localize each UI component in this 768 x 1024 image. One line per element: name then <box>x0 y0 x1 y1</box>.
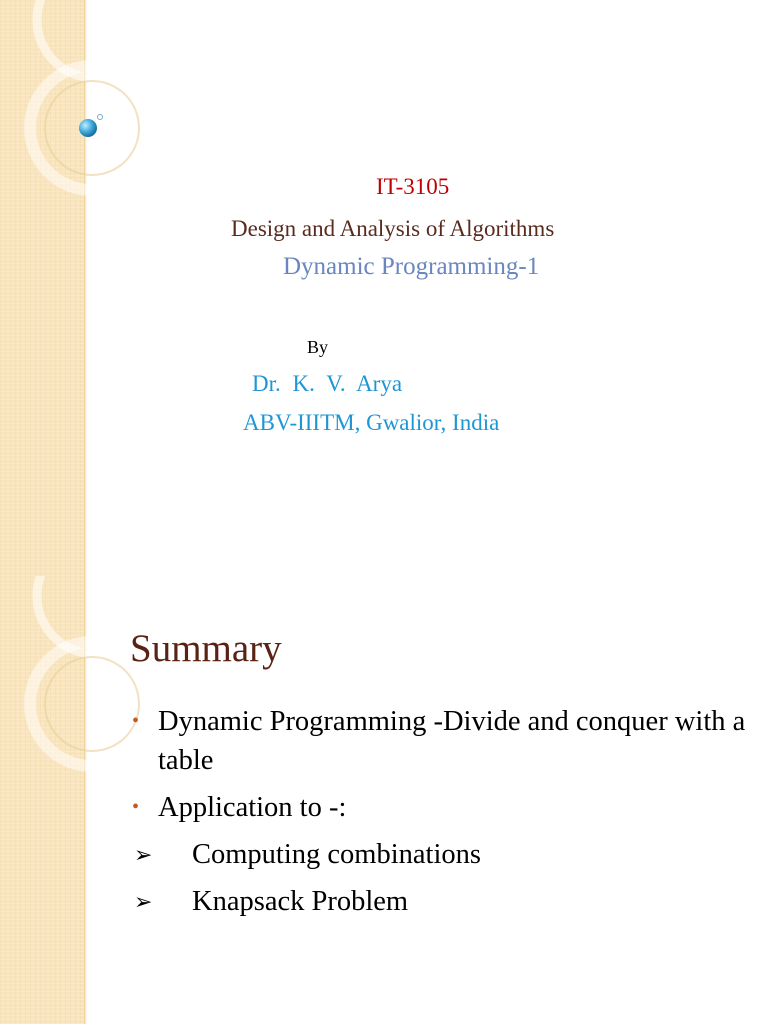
bullet-text: Application to -: <box>158 792 347 823</box>
sub-bullet-text: Computing combinations <box>192 839 481 870</box>
by-label: By <box>307 337 329 357</box>
sub-list-item <box>130 835 750 874</box>
lecture-topic: Dynamic Programming-1 <box>283 253 540 280</box>
bullet-text: Dynamic Programming -Divide and conquer with a table <box>158 706 746 776</box>
sub-bullet-text: Knapsack Problem <box>192 886 409 917</box>
bullet-dot-icon: • <box>132 796 140 818</box>
list-item <box>130 702 750 780</box>
arrow-bullet-icon: ➢ <box>134 842 153 867</box>
course-name: Design and Analysis of Algorithms <box>231 216 555 241</box>
bullet-list <box>130 702 750 929</box>
author-name: Dr. K. V. Arya <box>252 371 403 396</box>
course-code: IT-3105 <box>376 174 450 199</box>
decorative-circles <box>0 576 140 1024</box>
small-ring-icon <box>98 115 103 120</box>
list-item <box>130 788 750 827</box>
blue-orb-icon <box>79 119 97 137</box>
summary-slide <box>0 576 768 1024</box>
bullet-dot-icon: • <box>132 710 140 732</box>
decorative-circles <box>0 0 140 576</box>
author-affiliation: ABV-IIITM, Gwalior, India <box>243 410 500 435</box>
arrow-bullet-icon: ➢ <box>134 889 153 914</box>
sub-list-item <box>130 882 750 921</box>
slide-title: Summary <box>130 627 282 670</box>
